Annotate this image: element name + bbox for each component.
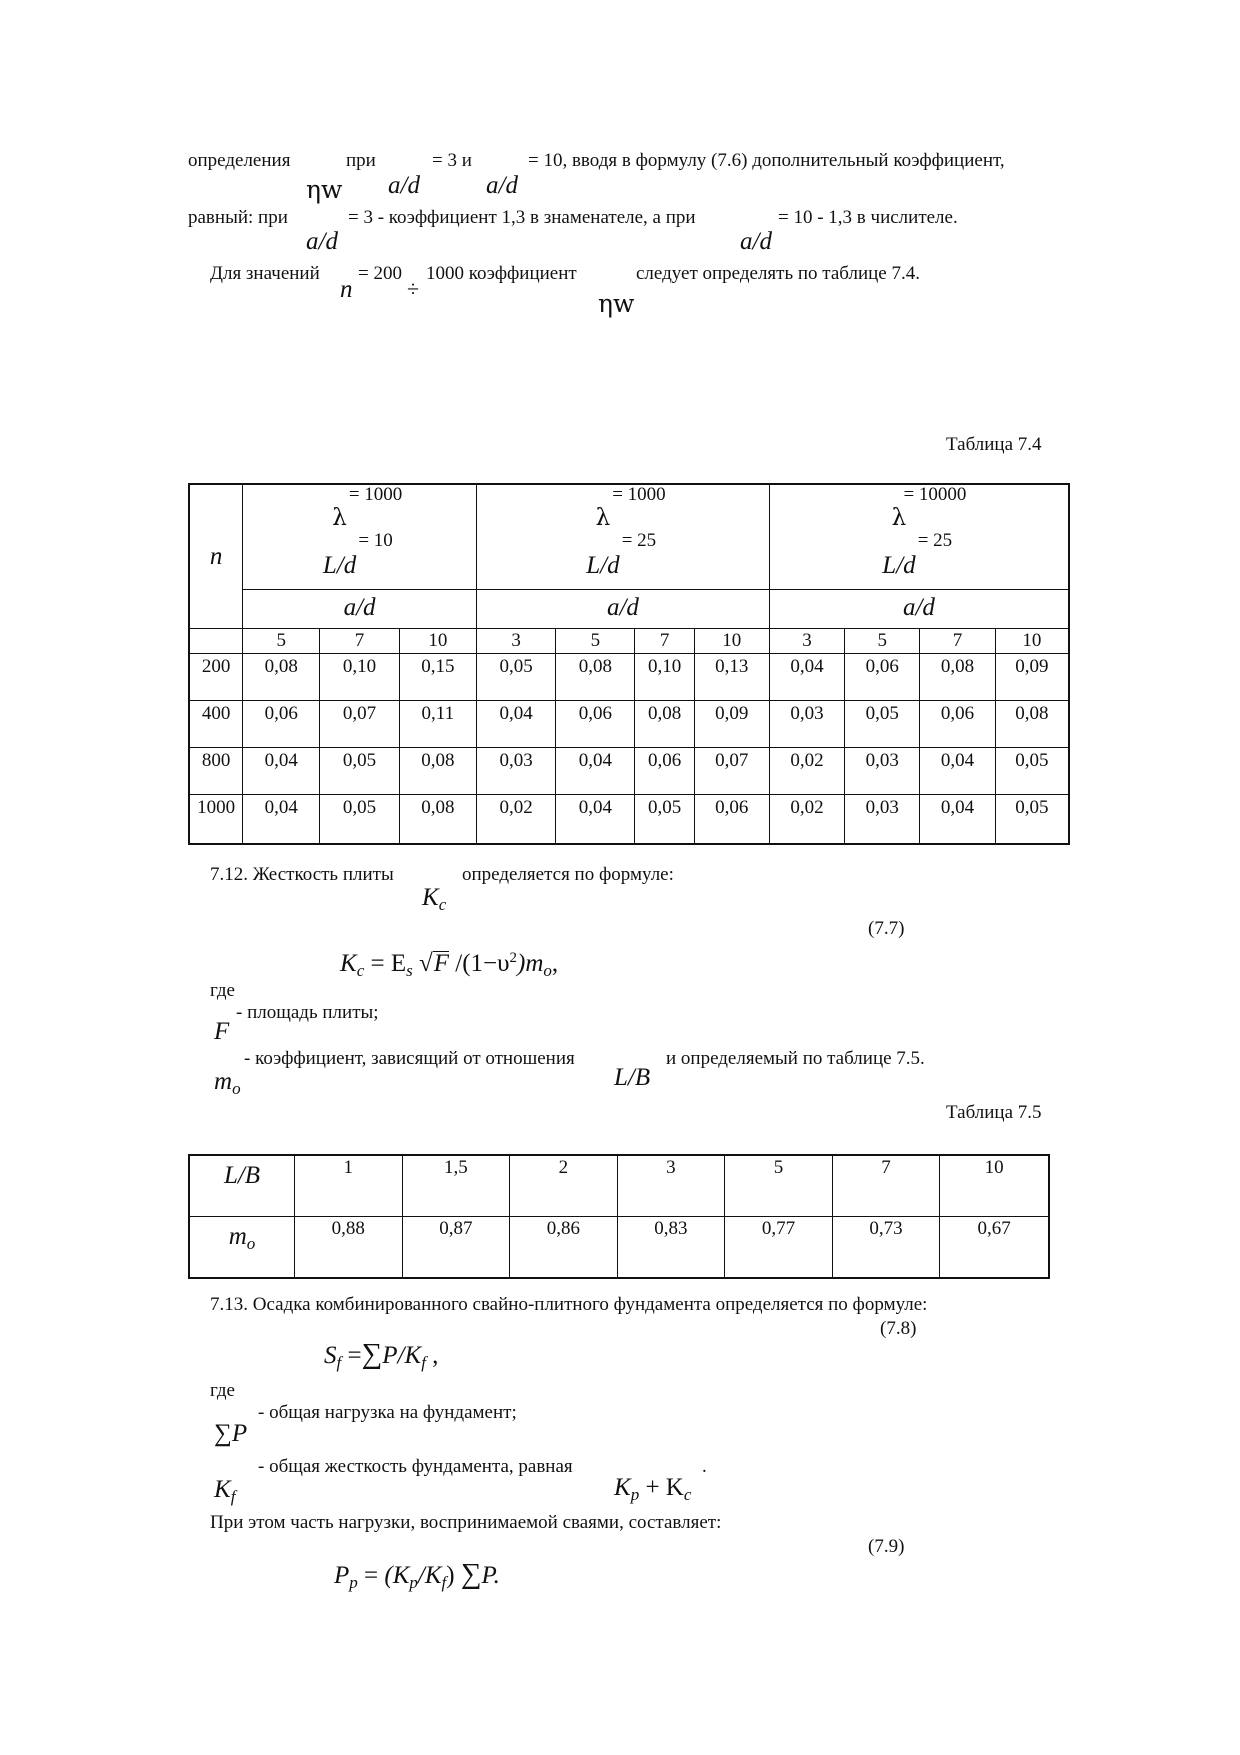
value-cell: 0,04 bbox=[920, 748, 995, 795]
mo-value: 0,67 bbox=[940, 1217, 1049, 1279]
value-cell: 0,15 bbox=[399, 654, 476, 701]
value-cell: 0,05 bbox=[995, 748, 1069, 795]
value-cell: 0,13 bbox=[694, 654, 769, 701]
eq-7-7-number: (7.7) bbox=[868, 918, 905, 939]
lb-value: 7 bbox=[832, 1155, 940, 1217]
sec712-text-a: 7.12. Жесткость плиты bbox=[210, 864, 394, 885]
f-math: F bbox=[214, 1018, 230, 1045]
lb-label: L/B bbox=[189, 1155, 295, 1217]
mo-math: $m_o$ bbox=[214, 1068, 241, 1098]
col-values-row bbox=[189, 629, 1069, 654]
col-value: 5 bbox=[556, 629, 635, 654]
div-sign: ÷ bbox=[407, 276, 420, 301]
mo-desc-a: - коэффициент, зависящий от отношения bbox=[244, 1048, 575, 1069]
sump-math: ∑P bbox=[214, 1420, 248, 1447]
value-cell: 0,06 bbox=[694, 795, 769, 845]
kf-desc: - общая жесткость фундамента, равная bbox=[258, 1456, 573, 1477]
eq-7-9-number: (7.9) bbox=[868, 1536, 905, 1557]
para1-word-2: при bbox=[346, 150, 376, 171]
value-cell: 0,05 bbox=[635, 795, 694, 845]
para1-line2-b: = 3 - коэффициент 1,3 в знаменателе, а при bbox=[348, 207, 696, 228]
para1-line3-a: Для значений bbox=[210, 263, 320, 284]
mo-value: 0,87 bbox=[402, 1217, 510, 1279]
col-value: 3 bbox=[476, 629, 555, 654]
value-cell: 0,08 bbox=[635, 701, 694, 748]
value-cell: 0,05 bbox=[476, 654, 555, 701]
para1-word-1: определения bbox=[188, 150, 291, 171]
n-cell: 200 bbox=[189, 654, 243, 701]
table75-caption: Таблица 7.5 bbox=[946, 1102, 1042, 1123]
col-value: 10 bbox=[399, 629, 476, 654]
lb-value: 10 bbox=[940, 1155, 1049, 1217]
value-cell: 0,08 bbox=[243, 654, 320, 701]
group3-header: = 10000 λ = 25 L/d bbox=[769, 484, 1069, 590]
value-cell: 0,03 bbox=[845, 795, 920, 845]
group2-ad: a/d bbox=[476, 590, 769, 629]
table-row bbox=[189, 795, 1069, 845]
value-cell: 0,02 bbox=[476, 795, 555, 845]
ad-math-1: a/d bbox=[388, 172, 420, 199]
value-cell: 0,08 bbox=[920, 654, 995, 701]
mo-value: 0,88 bbox=[295, 1217, 403, 1279]
value-cell: 0,09 bbox=[694, 701, 769, 748]
sec712-text-b: определяется по формуле: bbox=[462, 864, 674, 885]
mo-value: 0,86 bbox=[510, 1217, 618, 1279]
value-cell: 0,08 bbox=[399, 795, 476, 845]
value-cell: 0,07 bbox=[320, 701, 399, 748]
eta-w-math-2: ηw bbox=[598, 289, 635, 318]
table-row bbox=[189, 654, 1069, 701]
table-row bbox=[189, 1217, 1049, 1279]
col-value: 10 bbox=[694, 629, 769, 654]
table-7-5 bbox=[188, 1154, 1050, 1279]
mo-desc-b: и определяемый по таблице 7.5. bbox=[666, 1048, 925, 1069]
kf-dot: . bbox=[702, 1456, 707, 1477]
value-cell: 0,08 bbox=[995, 701, 1069, 748]
value-cell: 0,09 bbox=[995, 654, 1069, 701]
group3-ad: a/d bbox=[769, 590, 1069, 629]
kc-math: $K_c$ bbox=[422, 884, 447, 914]
kp-kc-math: $K_p + K_c$ bbox=[614, 1474, 692, 1504]
para1-line2-a: равный: при bbox=[188, 207, 288, 228]
eq-7-8-number: (7.8) bbox=[880, 1318, 917, 1339]
value-cell: 0,03 bbox=[769, 701, 844, 748]
col-value: 5 bbox=[243, 629, 320, 654]
para1-line3-c: 1000 коэффициент bbox=[426, 263, 577, 284]
where-label-1: где bbox=[210, 980, 235, 1001]
value-cell: 0,05 bbox=[845, 701, 920, 748]
lb-math: L/B bbox=[614, 1064, 651, 1091]
mo-value: 0,83 bbox=[617, 1217, 725, 1279]
value-cell: 0,10 bbox=[635, 654, 694, 701]
lb-value: 2 bbox=[510, 1155, 618, 1217]
lb-value: 5 bbox=[725, 1155, 833, 1217]
value-cell: 0,03 bbox=[476, 748, 555, 795]
ad-math-4: a/d bbox=[740, 228, 772, 255]
n-header: n bbox=[189, 484, 243, 629]
value-cell: 0,08 bbox=[399, 748, 476, 795]
value-cell: 0,05 bbox=[995, 795, 1069, 845]
para1-line3-d: следует определять по таблице 7.4. bbox=[636, 263, 920, 284]
formula-7-9: $P_p = (K_p/K_f)$ ∑P. bbox=[334, 1558, 500, 1592]
col-value: 10 bbox=[995, 629, 1069, 654]
value-cell: 0,04 bbox=[920, 795, 995, 845]
value-cell: 0,04 bbox=[556, 748, 635, 795]
sec713-text: 7.13. Осадка комбинированного свайно-плитного фундамента определяется по формуле: bbox=[210, 1294, 928, 1315]
mo-value: 0,73 bbox=[832, 1217, 940, 1279]
col-value: 5 bbox=[845, 629, 920, 654]
mo-value: 0,77 bbox=[725, 1217, 833, 1279]
n-math: n bbox=[340, 276, 353, 303]
table74-caption: Таблица 7.4 bbox=[946, 434, 1042, 455]
f-desc: - площадь плиты; bbox=[236, 1002, 379, 1023]
value-cell: 0,02 bbox=[769, 748, 844, 795]
n-cell: 800 bbox=[189, 748, 243, 795]
ad-math-3: a/d bbox=[306, 228, 338, 255]
eta-w-math: ηw bbox=[306, 175, 343, 204]
group1-ad: a/d bbox=[243, 590, 477, 629]
table-row bbox=[189, 748, 1069, 795]
value-cell: 0,06 bbox=[243, 701, 320, 748]
col-blank bbox=[189, 629, 243, 654]
table-row bbox=[189, 1155, 1049, 1217]
col-value: 7 bbox=[320, 629, 399, 654]
table-7-4 bbox=[188, 483, 1070, 845]
formula-7-7: $K_c = E_s$ √F $/(1-\upsilon^2)m_o$, bbox=[340, 950, 559, 980]
lb-value: 1,5 bbox=[402, 1155, 510, 1217]
piles-text: При этом часть нагрузки, воспринимаемой сваями, составляет: bbox=[210, 1512, 722, 1533]
ad-math-2: a/d bbox=[486, 172, 518, 199]
mo-label: $m_o$ bbox=[189, 1217, 295, 1279]
value-cell: 0,06 bbox=[556, 701, 635, 748]
n-cell: 400 bbox=[189, 701, 243, 748]
value-cell: 0,04 bbox=[769, 654, 844, 701]
col-value: 7 bbox=[920, 629, 995, 654]
para1-word-3: = 3 и bbox=[432, 150, 472, 171]
group1-header: = 1000 λ = 10 L/d bbox=[243, 484, 477, 590]
value-cell: 0,11 bbox=[399, 701, 476, 748]
table-row bbox=[189, 701, 1069, 748]
value-cell: 0,04 bbox=[243, 795, 320, 845]
col-value: 3 bbox=[769, 629, 844, 654]
para1-line3-b: = 200 bbox=[358, 263, 402, 284]
value-cell: 0,04 bbox=[243, 748, 320, 795]
value-cell: 0,06 bbox=[845, 654, 920, 701]
col-value: 7 bbox=[635, 629, 694, 654]
value-cell: 0,07 bbox=[694, 748, 769, 795]
formula-7-8: $S_f =\sum P/K_f$ , bbox=[324, 1338, 439, 1372]
value-cell: 0,05 bbox=[320, 748, 399, 795]
value-cell: 0,03 bbox=[845, 748, 920, 795]
n-cell: 1000 bbox=[189, 795, 243, 845]
para1-word-4: = 10, вводя в формулу (7.6) дополнительный коэффициент, bbox=[528, 150, 1005, 171]
value-cell: 0,02 bbox=[769, 795, 844, 845]
kf-math: $K_f$ bbox=[214, 1476, 236, 1506]
value-cell: 0,08 bbox=[556, 654, 635, 701]
value-cell: 0,06 bbox=[635, 748, 694, 795]
group2-header: = 1000 λ = 25 L/d bbox=[476, 484, 769, 590]
value-cell: 0,04 bbox=[476, 701, 555, 748]
value-cell: 0,06 bbox=[920, 701, 995, 748]
para1-line2-c: = 10 - 1,3 в числителе. bbox=[778, 207, 958, 228]
value-cell: 0,04 bbox=[556, 795, 635, 845]
value-cell: 0,05 bbox=[320, 795, 399, 845]
where-label-2: где bbox=[210, 1380, 235, 1401]
sump-desc: - общая нагрузка на фундамент; bbox=[258, 1402, 517, 1423]
value-cell: 0,10 bbox=[320, 654, 399, 701]
lb-value: 1 bbox=[295, 1155, 403, 1217]
lb-value: 3 bbox=[617, 1155, 725, 1217]
